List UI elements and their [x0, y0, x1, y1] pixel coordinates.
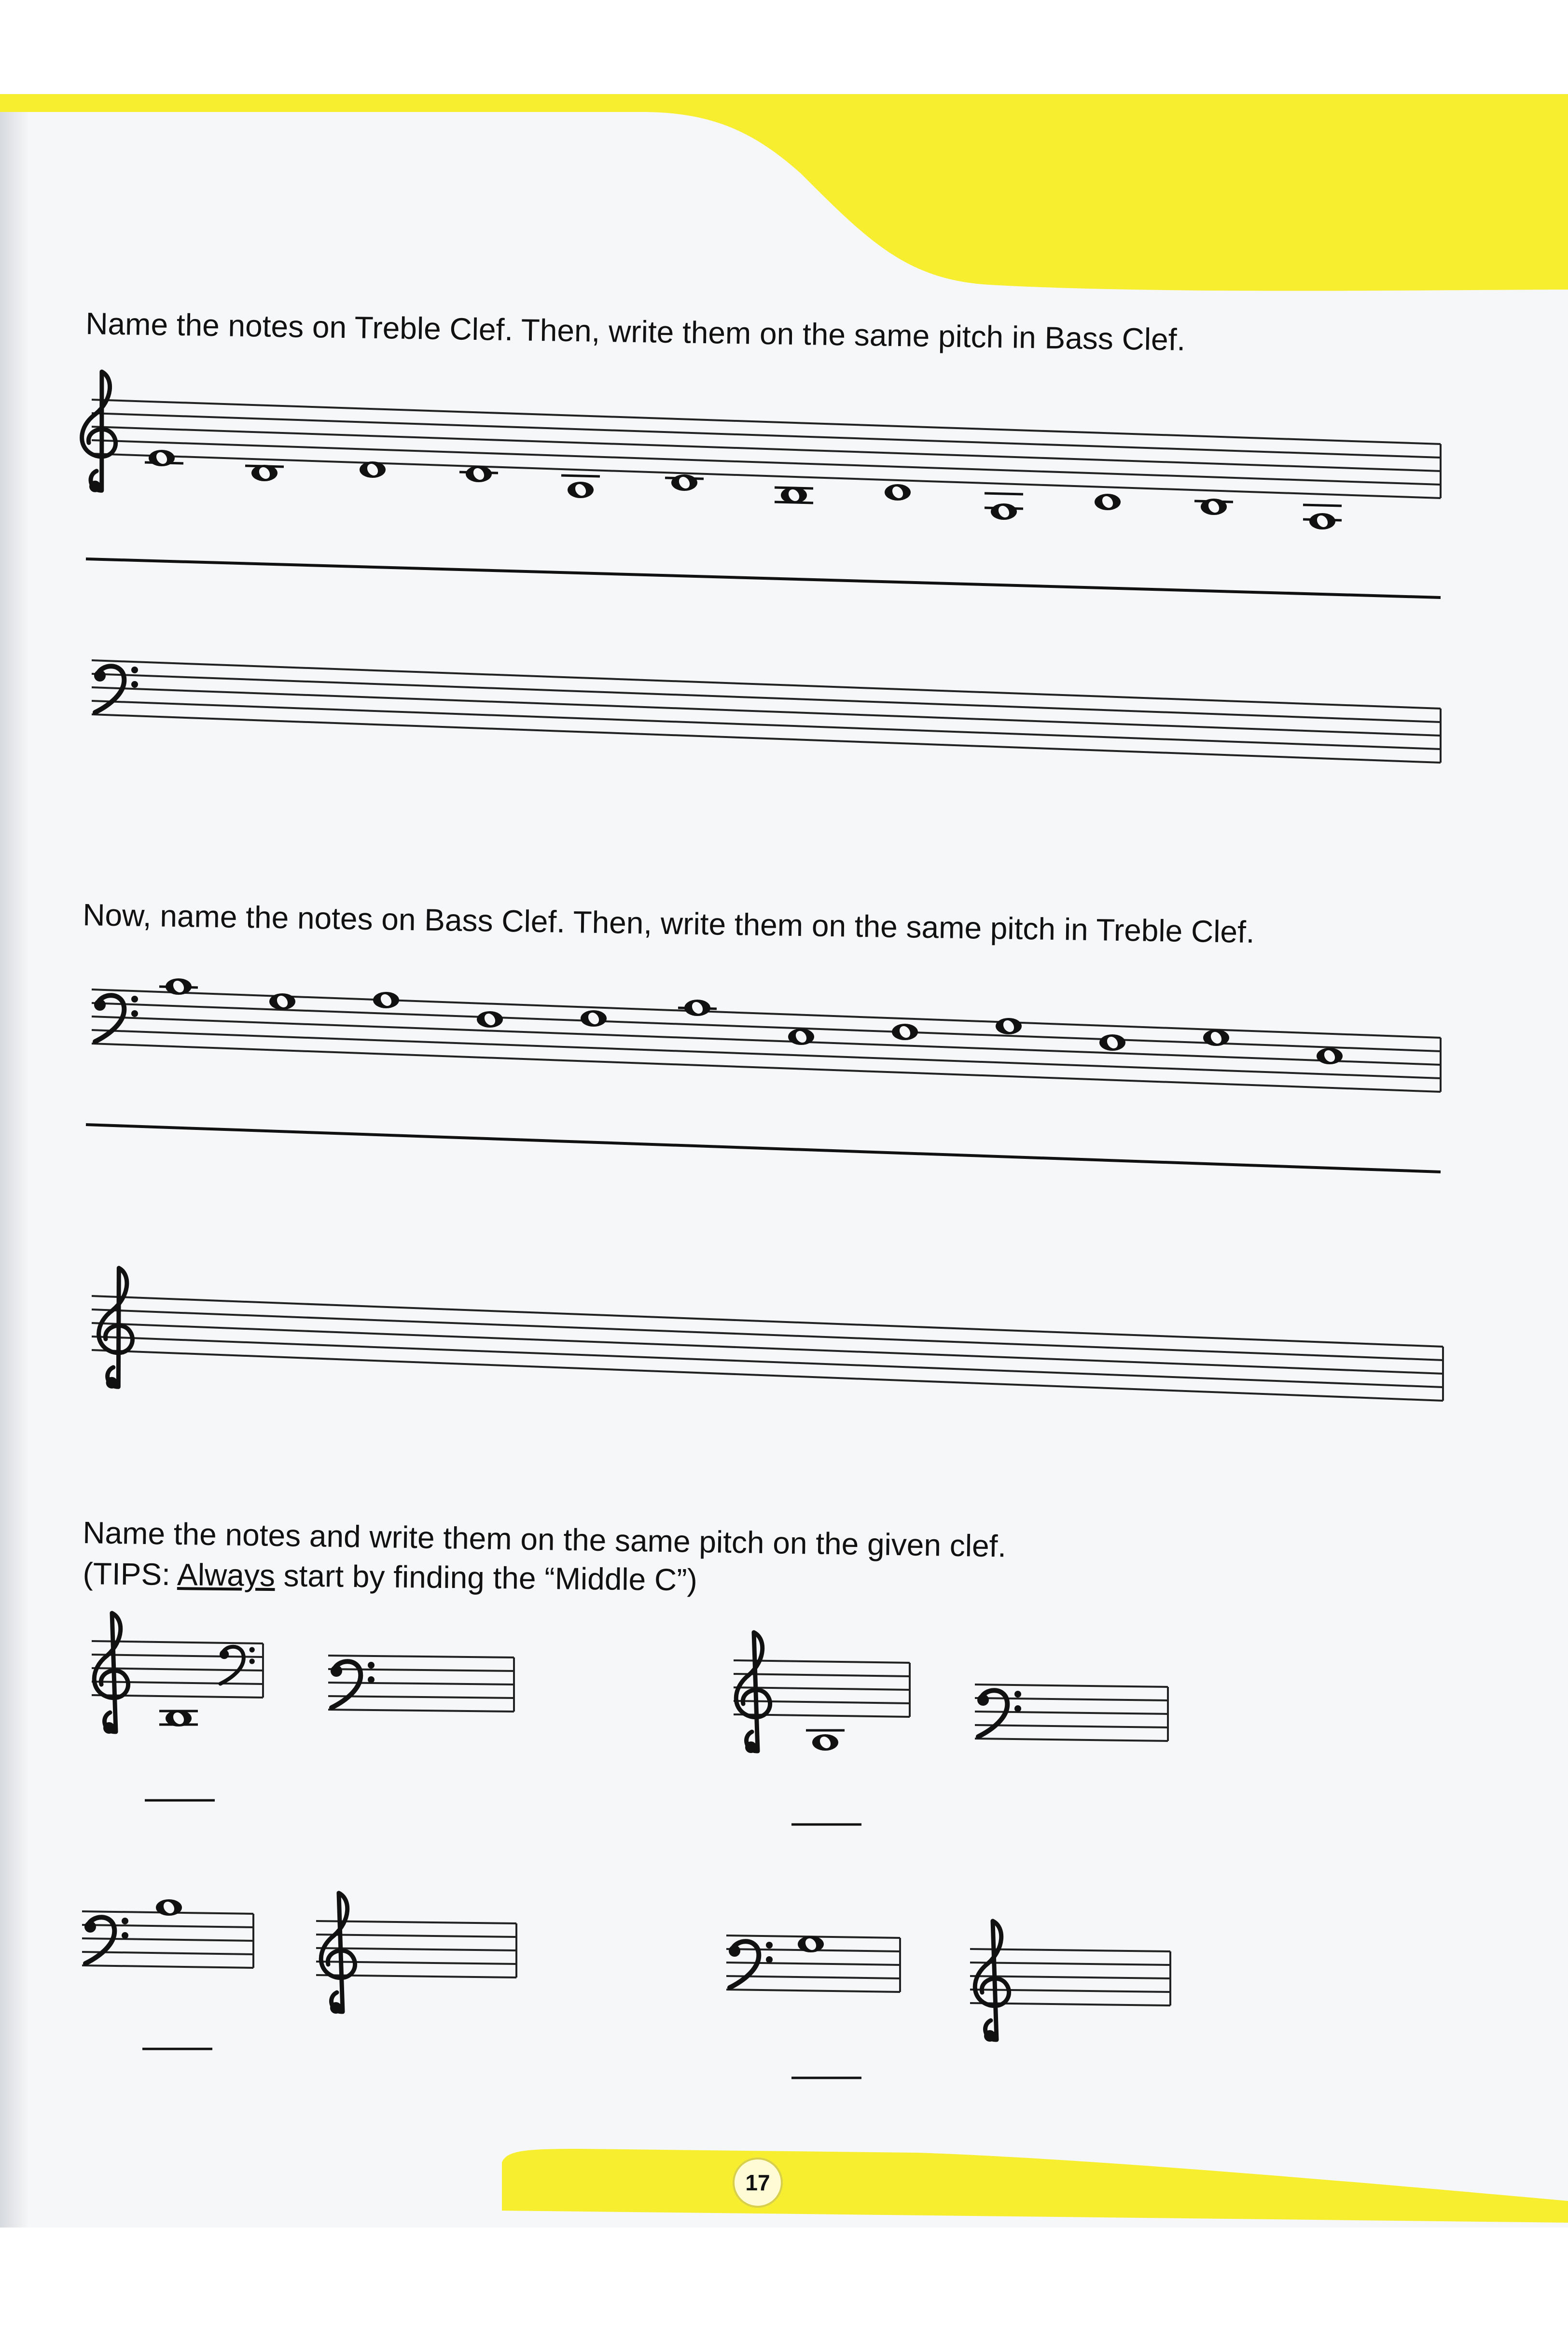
- section2-instruction: Now, name the notes on Bass Clef. Then, write them on the same pitch in Treble Clef.: [82, 897, 1255, 950]
- section3-tip: [83, 1554, 697, 1599]
- whole-note-icon: [156, 1899, 182, 1916]
- whole-note-icon: [892, 1024, 918, 1040]
- whole-note-icon: [466, 466, 492, 482]
- whole-note-icon: [781, 487, 807, 503]
- whole-note-icon: [568, 482, 594, 498]
- whole-note-icon: [166, 978, 192, 995]
- whole-note-icon: [1201, 499, 1227, 515]
- bass-clef-icon: [729, 1941, 773, 1988]
- staff-section1-treble: [92, 400, 1441, 498]
- treble-clef-icon: [97, 1267, 135, 1389]
- whole-note-icon: [269, 993, 295, 1010]
- whole-note-icon: [251, 465, 278, 481]
- section3-instruction: Name the notes and write them on the same pitch on the given clef.: [82, 1515, 1007, 1564]
- whole-note-icon: [996, 1018, 1022, 1034]
- bass-clef-icon: [977, 1690, 1021, 1737]
- whole-note-icon: [581, 1010, 607, 1027]
- whole-note-icon: [1099, 1034, 1125, 1051]
- section2-answer-line: [86, 1125, 1441, 1172]
- whole-note-icon: [684, 1000, 710, 1016]
- treble-clef-icon: [975, 1921, 1009, 2042]
- whole-note-icon: [1203, 1030, 1229, 1046]
- bass-clef-icon: [84, 1917, 128, 1963]
- bass-clef-icon: [220, 1647, 255, 1684]
- tip-suffix: start by finding the “Middle C”): [275, 1558, 698, 1598]
- whole-note-icon: [1309, 513, 1335, 529]
- whole-note-icon: [788, 1029, 814, 1045]
- whole-note-icon: [477, 1011, 503, 1028]
- whole-note-icon: [671, 474, 697, 491]
- treble-clef-icon: [321, 1893, 355, 2014]
- treble-clef-icon: [736, 1632, 770, 1753]
- treble-clef-icon: [94, 1613, 128, 1734]
- tip-emphasis: Always: [177, 1557, 276, 1593]
- whole-note-icon: [812, 1734, 838, 1751]
- whole-note-icon: [1095, 494, 1121, 510]
- treble-clef-icon: [80, 371, 118, 493]
- top-yellow-wave: [0, 94, 1568, 291]
- whole-note-icon: [360, 461, 386, 478]
- whole-note-icon: [991, 503, 1017, 520]
- whole-note-icon: [1317, 1048, 1343, 1064]
- bottom-yellow-band: [502, 2149, 1568, 2223]
- whole-note-icon: [798, 1936, 824, 1952]
- section1-instruction: Name the notes on Treble Clef. Then, write them on the same pitch in Bass Clef.: [85, 306, 1186, 357]
- whole-note-icon: [149, 450, 175, 466]
- whole-note-icon: [885, 484, 911, 501]
- page-number: 17: [733, 2158, 783, 2208]
- section1-answer-line: [86, 559, 1441, 598]
- tip-prefix: (TIPS:: [83, 1556, 178, 1592]
- whole-note-icon: [373, 992, 399, 1008]
- whole-note-icon: [166, 1710, 192, 1726]
- staff-section1-bass: [92, 660, 1441, 763]
- staff-section2-treble: [92, 1296, 1443, 1401]
